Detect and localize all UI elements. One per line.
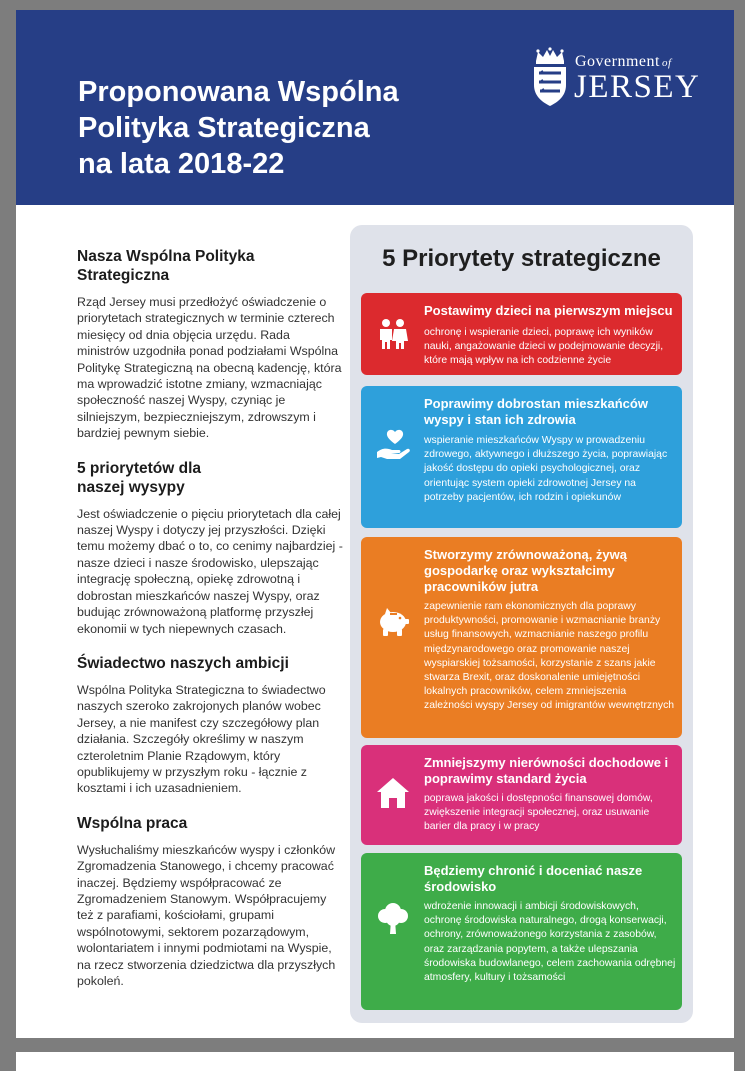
priority-card-economy: [361, 537, 682, 738]
section-working-together: [77, 814, 345, 990]
priority-heading: Stworzymy zrównoważoną, żywą gospodarkę oraz wykształcimy pracowników jutra: [424, 547, 627, 594]
priority-heading: Będziemy chronić i doceniać nasze środowisko: [424, 863, 643, 894]
priority-body: wdrożenie innowacji i ambicji środowiskowych, ochronę środowiska naturalnego, drogą konserwacji, ochrony, zrównoważonego korzystania z zasobów, oraz zarządzania popytem, a także ulepszania środowiska budowlanego, celem zachowania odrębnej atmosfery, kultury i tożsamości: [424, 901, 676, 984]
next-page-edge: [16, 1052, 734, 1071]
priority-card-children: [361, 293, 682, 375]
logo-line-government: Government of: [575, 53, 672, 70]
logo-line-jersey: JERSEY: [574, 69, 701, 105]
tree-icon: [375, 900, 411, 936]
section-ambitions: [77, 654, 345, 797]
government-of-jersey-logo: [531, 47, 706, 113]
title-line-1: Proponowana Wspólna: [78, 76, 399, 108]
house-icon: [375, 775, 411, 811]
priorities-title: 5 Priorytety strategiczne: [382, 245, 661, 272]
piggy-bank-icon: [375, 603, 411, 639]
title-line-3: na lata 2018-22: [78, 148, 285, 180]
header-banner: [16, 10, 734, 205]
priority-body: wspieranie mieszkańców Wyspy w prowadzeniu zdrowego, aktywnego i dłuższego życia, poprawiając jakość dostępu do opieki psychologicznej, oraz orientując system opieki zdrowotnej Jersey na potrzeby pacjentów, ich rodzin i opiekunów: [424, 435, 668, 503]
section-heading: 5 priorytetów dla naszej wysypy: [77, 459, 202, 496]
title-line-2: Polityka Strategiczna: [78, 112, 370, 144]
section-priorities: [77, 459, 345, 637]
priorities-panel: [350, 225, 693, 1023]
jersey-crest-icon: [531, 47, 569, 107]
priority-card-environment: [361, 853, 682, 1010]
section-heading: Nasza Wspólna Polityka Strategiczna: [77, 248, 255, 284]
priority-card-wellbeing: [361, 386, 682, 528]
children-icon: [375, 315, 411, 351]
priority-heading: Zmniejszymy nierówności dochodowe i poprawimy standard życia: [424, 755, 669, 786]
priority-heading: Poprawimy dobrostan mieszkańców wyspy i stan ich zdrowia: [424, 396, 648, 427]
priority-body: zapewnienie ram ekonomicznych dla poprawy produktywności, promowanie i wzmacnianie branży usług finansowych, wzmacnianie naszego profilu międzynarodowego oraz promowanie naszej wyspiarskiej tożsamości, korzystanie z szans jakie stwarza Brexit, oraz doskonalenie umiejętności lokalnych pracowników, celem zmniejszenia zależności wyspy Jersey od imigrantów wewnętrznych: [424, 601, 675, 712]
section-body: Wysłuchaliśmy mieszkańców wyspy i członków Zgromadzenia Stanowego, i chcemy pracować inaczej. Będziemy współpracować ze Zgromadzeniem Stanowym. Współpracujemy też z parafiami, kościołami, grupami wspólnotowymi, sektorem pozarządowym, wolontariatem i innymi podmiotami na Wyspie, na rzecz stworzenia dziedzictwa dla przyszłych pokoleń.: [77, 842, 336, 988]
priority-body: ochronę i wspieranie dzieci, poprawę ich wyników nauki, angażowanie dzieci w podejmowanie decyzji, które mają wpływ na ich codzienne życie: [424, 327, 664, 367]
section-heading: Wspólna praca: [77, 814, 188, 832]
section-body: Jest oświadczenie o pięciu priorytetach dla całej naszej Wyspy i dotyczy jej przyszłości. Dzięki temu możemy dbać o to, co cenimy najbardziej - nasze dzieci i nasze środowisko, ulepszając integrację społeczną, opiekę zdrowotną i dobrostan mieszkańców naszej Wyspy, oraz budując zrównoważoną platformę przyszłej ekonomii w tych niepewnych czasach.: [77, 506, 343, 636]
priority-card-income: [361, 745, 682, 845]
priority-heading: Postawimy dzieci na pierwszym miejscu: [424, 303, 673, 318]
heart-in-hand-icon: [375, 428, 411, 464]
section-heading: Świadectwo naszych ambicji: [77, 654, 289, 672]
page-title: [78, 74, 498, 182]
priority-body: poprawa jakości i dostępności finansowej domów, zwiększenie integracji społecznej, oraz usuwanie barier dla pracy i w pracy: [424, 793, 653, 833]
section-policy: [77, 247, 345, 442]
document-page: [16, 10, 734, 1038]
section-body: Rząd Jersey musi przedłożyć oświadczenie o priorytetach strategicznych w terminie czterech miesięcy od dnia objęcia urzędu. Rada ministrów uzgodniła ponad podziałami Wspólna Politykę Strategiczną na obecną kadencję, która ma wprowadzić istotne zmiany, wzmacniając społeczność naszej Wyspy, czyniąc je silniejszym, bezpieczniejszym, zdrowszym i bardziej pewnym siebie.: [77, 295, 342, 441]
left-column: [77, 247, 345, 1006]
section-body: Wspólna Polityka Strategiczna to świadectwo naszych szeroko zakrojonych planów wobec Jersey, a nie manifest czy szczegółowy plan działania. Szczegóły określimy w naszym czteroletnim Planie Rządowym, który opublikujemy w przyszłym roku - łącznie z kosztami i ich uzasadnieniem.: [77, 682, 326, 796]
